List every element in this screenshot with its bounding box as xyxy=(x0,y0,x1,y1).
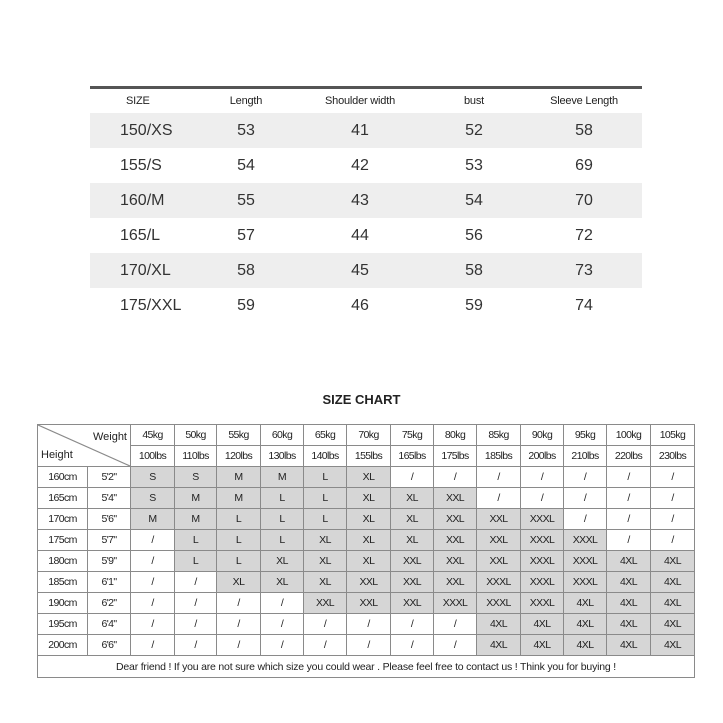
size-cell: 4XL xyxy=(521,614,564,635)
size-cell: / xyxy=(131,593,175,614)
header-length: Length xyxy=(229,95,263,107)
measurement-cell: 44 xyxy=(351,226,369,244)
size-cell: 4XL xyxy=(607,614,651,635)
header-size: SIZE xyxy=(126,95,150,107)
height-ft-cell: 5'7" xyxy=(88,530,131,551)
height-cm-cell: 180cm xyxy=(38,551,88,572)
weight-lbs-cell: 220lbs xyxy=(607,446,651,467)
size-cell: 4XL xyxy=(651,635,695,656)
height-ft-cell: 5'2" xyxy=(88,467,131,488)
size-cell: / xyxy=(521,467,564,488)
measurement-cell: 73 xyxy=(575,261,593,279)
size-cell: M xyxy=(175,488,217,509)
weight-kg-cell: 45kg xyxy=(131,425,175,446)
size-cell: L xyxy=(304,488,347,509)
size-cell: XL xyxy=(391,509,434,530)
measurement-cell: 59 xyxy=(237,296,255,314)
size-cell: XL xyxy=(304,530,347,551)
weight-lbs-cell: 200lbs xyxy=(521,446,564,467)
size-cell: XL xyxy=(347,551,391,572)
size-cell: L xyxy=(175,530,217,551)
height-row xyxy=(38,593,695,614)
height-ft-cell: 5'6" xyxy=(88,509,131,530)
measurement-row xyxy=(90,288,642,323)
measurement-cell: 53 xyxy=(237,121,255,139)
size-cell: 4XL xyxy=(477,614,521,635)
size-cell: L xyxy=(261,488,304,509)
measurement-cell: 70 xyxy=(575,191,593,209)
size-cell: L xyxy=(304,467,347,488)
size-cell: XXXL xyxy=(477,593,521,614)
weight-lbs-cell: 185lbs xyxy=(477,446,521,467)
size-cell: XXL xyxy=(434,488,477,509)
measurement-cell: 56 xyxy=(465,226,483,244)
corner-cell xyxy=(38,425,131,467)
size-cell: / xyxy=(217,593,261,614)
size-cell: XXXL xyxy=(477,572,521,593)
header-shoulder-width: Shoulder width xyxy=(325,95,395,107)
size-cell: / xyxy=(607,509,651,530)
measurement-row xyxy=(90,113,642,148)
weight-lbs-cell: 130lbs xyxy=(261,446,304,467)
size-cell: / xyxy=(391,614,434,635)
size-chart-title: SIZE CHART xyxy=(322,392,401,407)
height-ft-cell: 6'4" xyxy=(88,614,131,635)
size-cell: / xyxy=(131,530,175,551)
size-cell: / xyxy=(175,593,217,614)
measurement-row xyxy=(90,253,642,288)
size-cell: XL xyxy=(347,488,391,509)
weight-lbs-cell: 175lbs xyxy=(434,446,477,467)
buyer-note: Dear friend ! If you are not sure which size you could wear . Please feel free to contact us ! Think you for buying ! xyxy=(38,656,695,678)
size-cell: / xyxy=(175,635,217,656)
measurement-cell: 41 xyxy=(351,121,369,139)
measurement-header-row xyxy=(90,89,642,113)
size-cell: / xyxy=(391,635,434,656)
size-cell: M xyxy=(175,509,217,530)
measurement-cell: 54 xyxy=(237,156,255,174)
size-cell: XL xyxy=(347,509,391,530)
size-cell: XXL xyxy=(304,593,347,614)
size-cell: XXL xyxy=(434,530,477,551)
size-cell: / xyxy=(261,614,304,635)
size-cell: M xyxy=(261,467,304,488)
weight-kg-cell: 60kg xyxy=(261,425,304,446)
size-cell: 170/XL xyxy=(120,261,171,279)
height-cm-cell: 160cm xyxy=(38,467,88,488)
measurement-cell: 45 xyxy=(351,261,369,279)
weight-lbs-cell: 210lbs xyxy=(564,446,607,467)
size-cell: L xyxy=(217,530,261,551)
size-cell: XXXL xyxy=(521,593,564,614)
measurement-cell: 58 xyxy=(465,261,483,279)
size-cell: L xyxy=(304,509,347,530)
measurement-cell: 53 xyxy=(465,156,483,174)
height-cm-cell: 185cm xyxy=(38,572,88,593)
height-cm-cell: 200cm xyxy=(38,635,88,656)
size-cell: / xyxy=(434,614,477,635)
size-cell: L xyxy=(175,551,217,572)
size-cell: XXXL xyxy=(521,551,564,572)
measurement-cell: 59 xyxy=(465,296,483,314)
weight-lbs-row xyxy=(38,446,695,467)
size-cell: XXL xyxy=(434,572,477,593)
height-cm-cell: 190cm xyxy=(38,593,88,614)
size-cell: L xyxy=(217,551,261,572)
weight-kg-cell: 90kg xyxy=(521,425,564,446)
size-cell: XXL xyxy=(391,593,434,614)
measurement-rows xyxy=(90,113,642,323)
height-label: Height xyxy=(41,449,73,461)
weight-lbs-cell: 155lbs xyxy=(347,446,391,467)
measurement-table xyxy=(90,86,642,323)
size-cell: / xyxy=(261,635,304,656)
height-row xyxy=(38,635,695,656)
weight-kg-cell: 55kg xyxy=(217,425,261,446)
measurement-cell: 57 xyxy=(237,226,255,244)
size-cell: XL xyxy=(347,467,391,488)
height-cm-cell: 165cm xyxy=(38,488,88,509)
height-ft-cell: 6'6" xyxy=(88,635,131,656)
size-cell: 4XL xyxy=(651,614,695,635)
size-cell: XXL xyxy=(477,530,521,551)
size-cell: XXXL xyxy=(521,572,564,593)
size-cell: / xyxy=(217,614,261,635)
size-cell: 160/M xyxy=(120,191,165,209)
size-cell: / xyxy=(607,488,651,509)
note-row xyxy=(38,656,695,678)
size-cell: 4XL xyxy=(607,593,651,614)
size-cell: XXXL xyxy=(521,509,564,530)
weight-label: Weight xyxy=(92,431,127,443)
weight-kg-cell: 65kg xyxy=(304,425,347,446)
header-sleeve-length: Sleeve Length xyxy=(550,95,618,107)
weight-kg-cell: 100kg xyxy=(607,425,651,446)
size-cell: / xyxy=(564,467,607,488)
weight-kg-cell: 95kg xyxy=(564,425,607,446)
size-cell: 4XL xyxy=(651,551,695,572)
weight-kg-cell: 105kg xyxy=(651,425,695,446)
measurement-cell: 54 xyxy=(465,191,483,209)
measurement-cell: 42 xyxy=(351,156,369,174)
size-cell: XXL xyxy=(434,551,477,572)
size-cell: / xyxy=(347,635,391,656)
size-cell: / xyxy=(304,614,347,635)
measurement-cell: 58 xyxy=(237,261,255,279)
size-cell: M xyxy=(131,509,175,530)
size-cell: M xyxy=(217,488,261,509)
measurement-row xyxy=(90,148,642,183)
weight-kg-cell: 75kg xyxy=(391,425,434,446)
weight-lbs-cell: 120lbs xyxy=(217,446,261,467)
size-cell: 4XL xyxy=(564,614,607,635)
size-cell: S xyxy=(131,467,175,488)
size-cell: 175/XXL xyxy=(120,296,182,314)
size-cell: 4XL xyxy=(607,635,651,656)
height-row xyxy=(38,488,695,509)
size-cell: / xyxy=(477,467,521,488)
size-cell: / xyxy=(564,488,607,509)
size-cell: / xyxy=(564,509,607,530)
size-cell: / xyxy=(651,488,695,509)
size-cell: XL xyxy=(261,551,304,572)
size-cell: XL xyxy=(304,551,347,572)
size-cell: / xyxy=(651,509,695,530)
size-cell: 155/S xyxy=(120,156,162,174)
height-row xyxy=(38,614,695,635)
size-cell: XXL xyxy=(347,572,391,593)
size-cell: XXL xyxy=(477,509,521,530)
size-cell: 4XL xyxy=(564,635,607,656)
measurement-cell: 52 xyxy=(465,121,483,139)
size-cell: L xyxy=(261,530,304,551)
size-cell: / xyxy=(434,467,477,488)
weight-lbs-cell: 100lbs xyxy=(131,446,175,467)
size-cell: 4XL xyxy=(564,593,607,614)
size-chart-table xyxy=(37,424,695,678)
size-cell: XXXL xyxy=(564,551,607,572)
size-cell: / xyxy=(607,467,651,488)
size-cell: / xyxy=(607,530,651,551)
size-cell: 4XL xyxy=(607,551,651,572)
size-cell: XXL xyxy=(391,551,434,572)
size-cell: 150/XS xyxy=(120,121,173,139)
size-cell: / xyxy=(434,635,477,656)
size-cell: / xyxy=(477,488,521,509)
size-cell: / xyxy=(175,614,217,635)
weight-lbs-cell: 165lbs xyxy=(391,446,434,467)
measurement-cell: 69 xyxy=(575,156,593,174)
measurement-cell: 58 xyxy=(575,121,593,139)
size-cell: / xyxy=(131,614,175,635)
height-ft-cell: 6'1" xyxy=(88,572,131,593)
size-cell: XXL xyxy=(391,572,434,593)
size-cell: / xyxy=(131,551,175,572)
size-cell: XL xyxy=(261,572,304,593)
size-cell: 4XL xyxy=(477,635,521,656)
measurement-row xyxy=(90,183,642,218)
size-cell: XL xyxy=(217,572,261,593)
size-cell: L xyxy=(261,509,304,530)
measurement-cell: 55 xyxy=(237,191,255,209)
size-cell: / xyxy=(391,467,434,488)
weight-kg-cell: 85kg xyxy=(477,425,521,446)
size-cell: / xyxy=(521,488,564,509)
weight-lbs-cell: 230lbs xyxy=(651,446,695,467)
size-cell: / xyxy=(131,572,175,593)
weight-kg-cell: 80kg xyxy=(434,425,477,446)
size-cell: XL xyxy=(304,572,347,593)
height-ft-cell: 6'2" xyxy=(88,593,131,614)
size-cell: / xyxy=(347,614,391,635)
size-cell: XXL xyxy=(434,509,477,530)
size-cell: XXXL xyxy=(564,572,607,593)
size-cell: / xyxy=(131,635,175,656)
measurement-cell: 43 xyxy=(351,191,369,209)
size-cell: XXL xyxy=(347,593,391,614)
size-cell: S xyxy=(175,467,217,488)
size-cell: 4XL xyxy=(521,635,564,656)
height-row xyxy=(38,572,695,593)
height-cm-cell: 195cm xyxy=(38,614,88,635)
size-cell: M xyxy=(217,467,261,488)
weight-kg-cell: 50kg xyxy=(175,425,217,446)
height-ft-cell: 5'4" xyxy=(88,488,131,509)
height-row xyxy=(38,467,695,488)
height-ft-cell: 5'9" xyxy=(88,551,131,572)
size-cell: 4XL xyxy=(651,593,695,614)
size-cell: / xyxy=(217,635,261,656)
height-cm-cell: 170cm xyxy=(38,509,88,530)
height-row xyxy=(38,551,695,572)
measurement-cell: 72 xyxy=(575,226,593,244)
height-cm-cell: 175cm xyxy=(38,530,88,551)
size-cell: S xyxy=(131,488,175,509)
size-cell: 4XL xyxy=(607,572,651,593)
height-row xyxy=(38,530,695,551)
weight-kg-row xyxy=(38,425,695,446)
size-cell: XXXL xyxy=(564,530,607,551)
size-cell: XXL xyxy=(477,551,521,572)
size-cell: 165/L xyxy=(120,226,161,244)
height-row xyxy=(38,509,695,530)
size-cell: XL xyxy=(347,530,391,551)
size-cell: 4XL xyxy=(651,572,695,593)
size-cell: / xyxy=(651,530,695,551)
size-cell: / xyxy=(304,635,347,656)
measurement-cell: 74 xyxy=(575,296,593,314)
weight-lbs-cell: 140lbs xyxy=(304,446,347,467)
weight-kg-cell: 70kg xyxy=(347,425,391,446)
size-cell: XXXL xyxy=(521,530,564,551)
measurement-cell: 46 xyxy=(351,296,369,314)
header-bust: bust xyxy=(464,95,484,107)
measurement-row xyxy=(90,218,642,253)
size-cell: L xyxy=(217,509,261,530)
size-cell: XL xyxy=(391,530,434,551)
size-cell: XXXL xyxy=(434,593,477,614)
size-cell: / xyxy=(651,467,695,488)
size-cell: / xyxy=(175,572,217,593)
size-cell: XL xyxy=(391,488,434,509)
size-cell: / xyxy=(261,593,304,614)
weight-lbs-cell: 110lbs xyxy=(175,446,217,467)
